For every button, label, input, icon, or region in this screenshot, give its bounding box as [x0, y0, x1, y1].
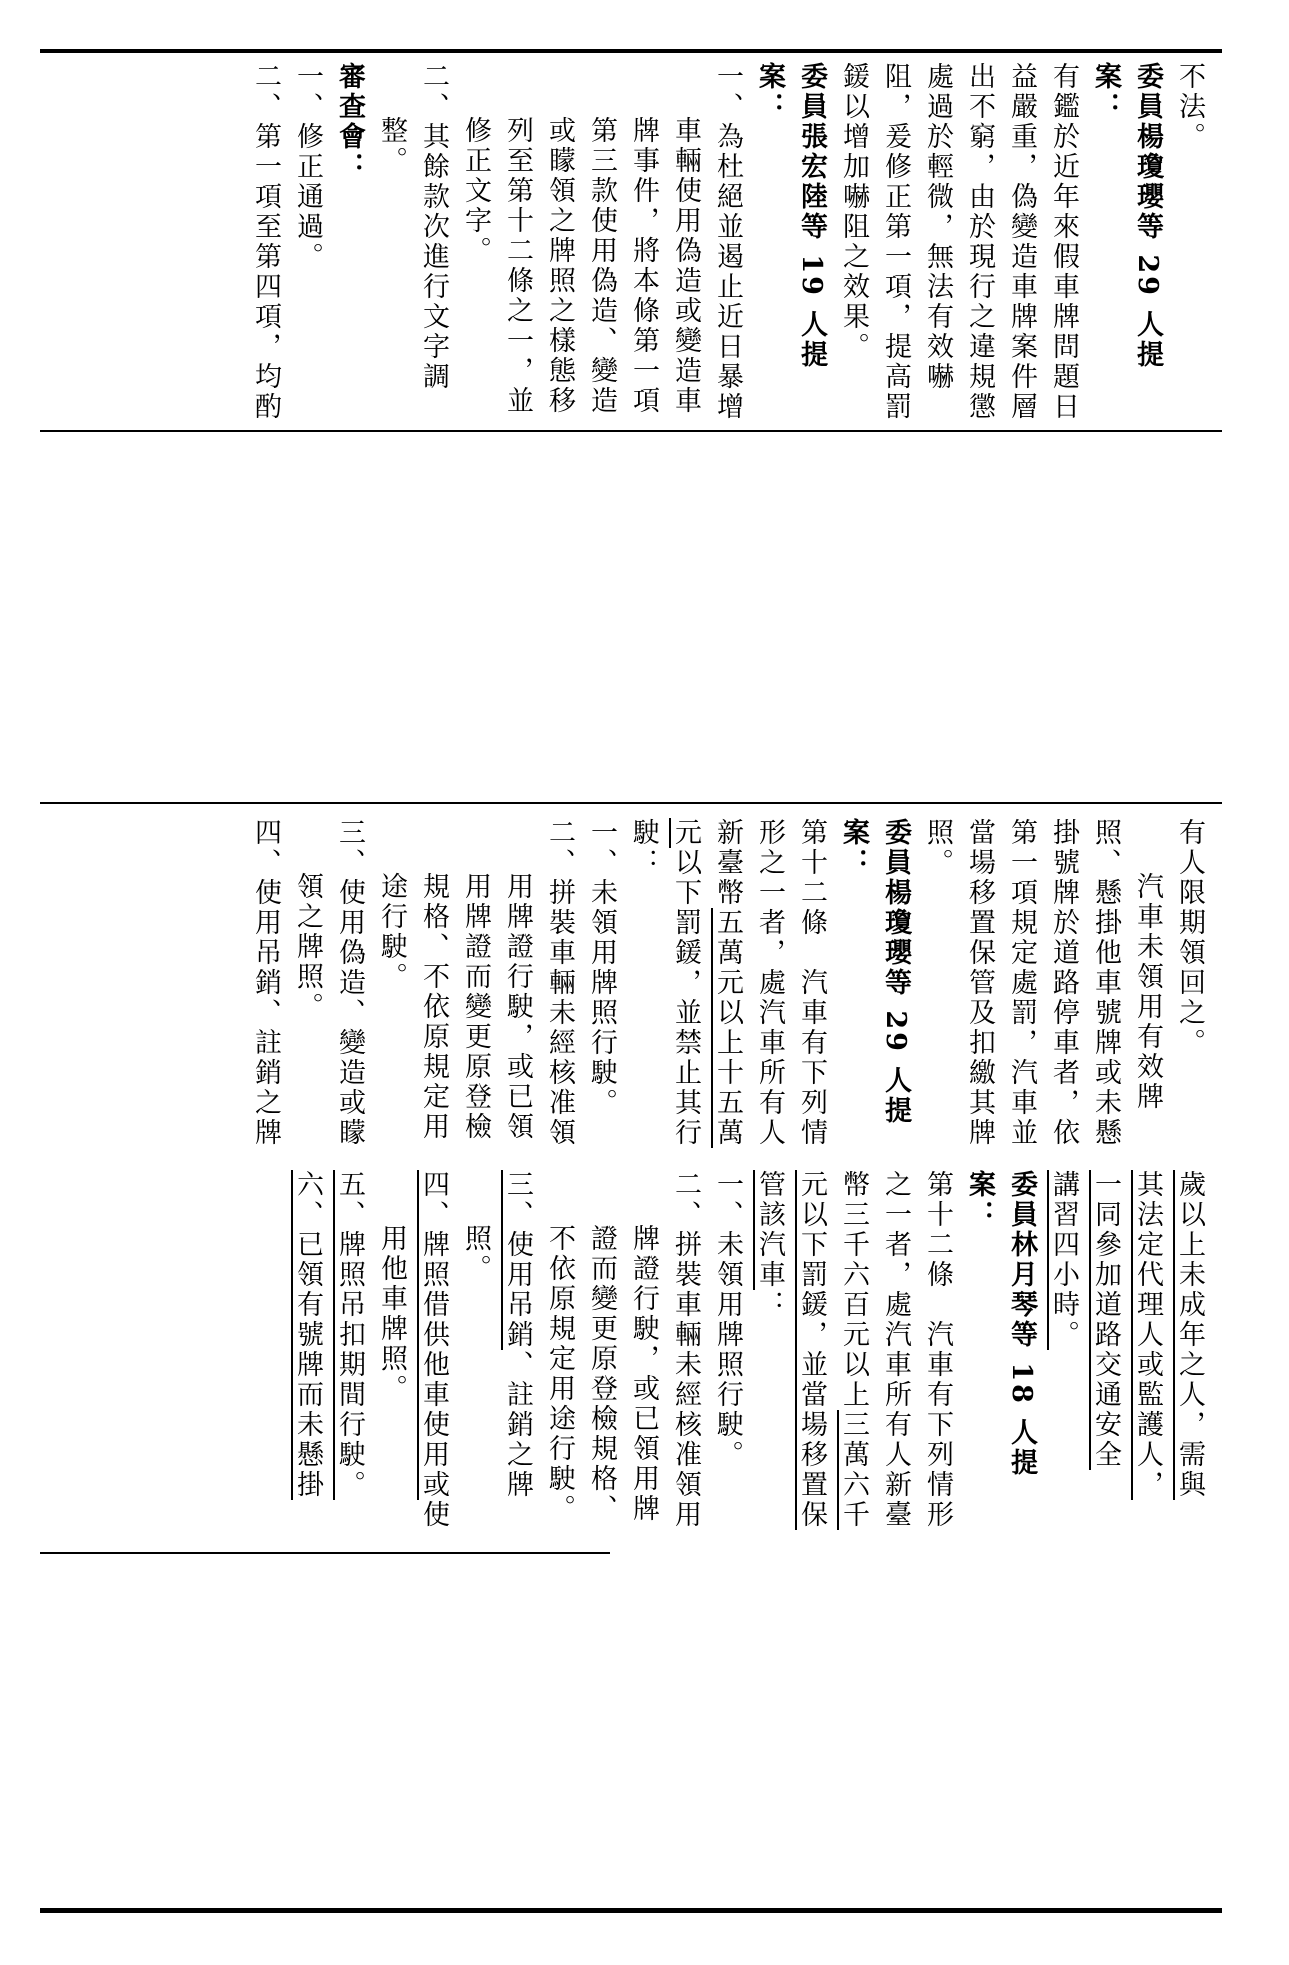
list-item: 二、其餘款次進行文字調整。 — [376, 62, 449, 392]
article-text: 第十二條 汽車有下列情形之一者，處汽車所有人新臺幣五萬元以上十五萬元以下罰鍰，並禁止其行駛： — [628, 818, 827, 1148]
top-rule — [40, 49, 1222, 53]
proposal-heading: 委員楊瓊瓔等 29 人提案： — [838, 818, 911, 1127]
text-line: 歲以上未成年之人，需與 — [1174, 1170, 1205, 1500]
list-item: 六、已領有號牌而未懸掛 — [292, 1170, 323, 1500]
list-item: 二、拼裝車輛未經核准領用牌證行駛，或已領用牌證而變更原登檢規格、不依原規定用途行駛。 — [376, 818, 575, 1148]
column-2 — [60, 818, 1210, 1158]
review-heading: 審查會： — [334, 62, 365, 182]
column-rule-middle — [40, 802, 1222, 804]
column-rule-upper — [40, 430, 1222, 432]
column-3 — [60, 62, 1210, 422]
proposal-heading: 委員張宏陸等 19 人提案： — [754, 62, 827, 371]
text-line: 講習四小時。 — [1048, 1170, 1079, 1350]
text-line: 一同參加道路交通安全 — [1090, 1170, 1121, 1470]
list-item: 一、未領用牌照行駛。 — [712, 1170, 743, 1470]
column-rule-lower — [40, 1552, 610, 1554]
paragraph: 有鑑於近年來假車牌問題日益嚴重，偽變造車牌案件層出不窮，由於現行之違規懲處過於輕微，無法有效嚇阻，爰修正第一項，提高罰鍰以增加嚇阻之效果。 — [838, 62, 1079, 422]
text-line: 不法。 — [1174, 62, 1205, 152]
paragraph: 汽車未領用有效牌照、懸掛他車號牌或未懸掛號牌於道路停車者，依第一項規定處罰，汽車並當場移置保管及扣繳其牌照。 — [922, 818, 1163, 1148]
list-item: 三、使用偽造、變造或矇領之牌照。 — [292, 818, 365, 1148]
list-item: 四、牌照借供他車使用或使用他車牌照。 — [376, 1170, 449, 1530]
list-item: 四、使用吊銷、註銷之牌 — [250, 818, 281, 1148]
column-1 — [60, 1170, 1210, 1535]
text-line: 有人限期領回之。 — [1174, 818, 1205, 1058]
list-item: 一、修正通過。 — [292, 62, 323, 272]
list-item: 一、未領用牌照行駛。 — [586, 818, 617, 1118]
bottom-rule — [40, 1908, 1222, 1913]
proposal-heading: 委員林月琴等 18 人提案： — [964, 1170, 1037, 1479]
list-item: 三、使用吊銷、註銷之牌照。 — [460, 1170, 533, 1500]
list-item: 二、拼裝車輛未經核准領用牌證行駛，或已領用牌證而變更原登檢規格、不依原規定用途行駛。 — [544, 1170, 701, 1530]
list-item: 五、牌照吊扣期間行駛。 — [334, 1170, 365, 1500]
article-text: 第十二條 汽車有下列情形之一者，處汽車所有人新臺幣三千六百元以上三萬六千元以下罰鍰，並當場移置保管該汽車： — [754, 1170, 953, 1530]
list-item: 二、第一項至第四項，均酌 — [250, 62, 281, 422]
proposal-heading: 委員楊瓊瓔等 29 人提案： — [1090, 62, 1163, 371]
text-line: 其法定代理人或監護人， — [1132, 1170, 1163, 1500]
list-item: 一、為杜絕並遏止近日暴增車輛使用偽造或變造車牌事件，將本條第一項第三款使用偽造、變造或矇領之牌照之樣態移列至第十二條之一，並修正文字。 — [460, 62, 743, 422]
